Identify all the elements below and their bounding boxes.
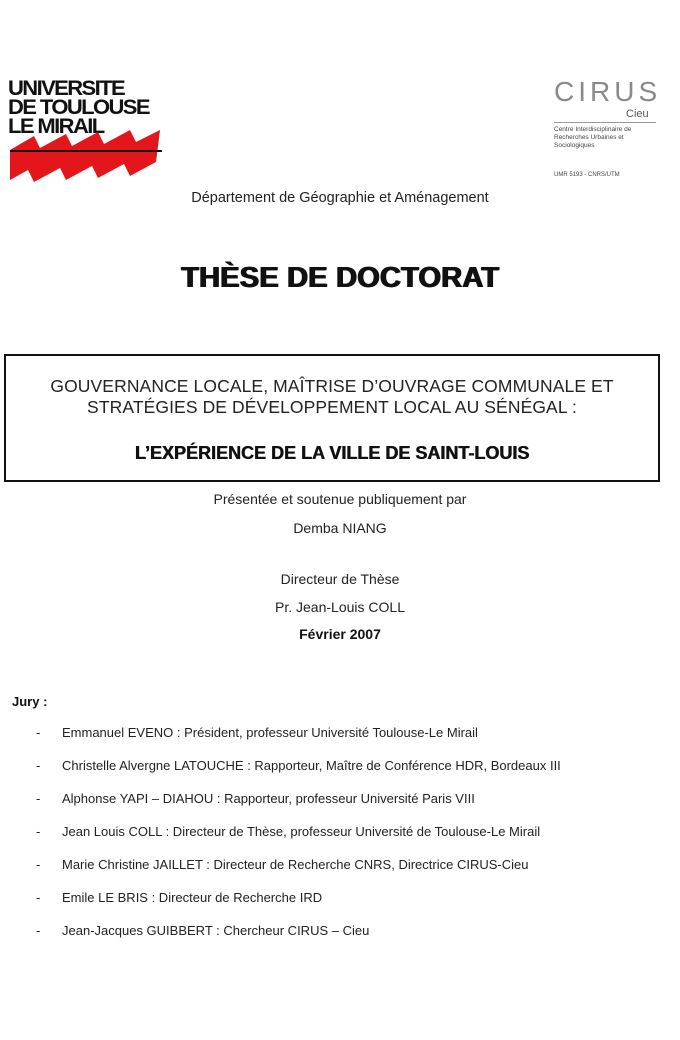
cirus-logo-umr: UMR 5193 - CNRS/UTM xyxy=(554,172,620,178)
list-dash: - xyxy=(36,857,41,872)
jury-list xyxy=(36,725,656,956)
jury-member: Emmanuel EVENO : Président, professeur Université Toulouse-Le Mirail xyxy=(62,725,478,740)
director-label: Directeur de Thèse xyxy=(280,571,400,587)
thesis-title-line-1: GOUVERNANCE LOCALE, MAÎTRISE D’OUVRAGE COMMUNALE ET xyxy=(50,376,614,396)
list-item xyxy=(36,857,656,890)
department: Département de Géographie et Aménagement xyxy=(191,190,489,206)
thesis-title xyxy=(6,376,658,418)
thesis-title-line-2: STRATÉGIES DE DÉVELOPPEMENT LOCAL AU SÉNÉGAL : xyxy=(87,397,577,417)
list-dash: - xyxy=(36,758,41,773)
list-item xyxy=(36,758,656,791)
list-dash: - xyxy=(36,791,41,806)
thesis-subtitle: L’EXPÉRIENCE DE LA VILLE DE SAINT-LOUIS xyxy=(134,443,530,463)
cirus-logo-description: Centre Interdisciplinaire de Recherches Urbaines et Sociologiques xyxy=(554,126,632,149)
university-logo-line-2: DE TOULOUSE xyxy=(8,95,149,119)
jury-label: Jury : xyxy=(12,694,48,709)
defense-date: Février 2007 xyxy=(299,626,381,642)
cirus-logo-rule xyxy=(554,122,656,123)
list-dash: - xyxy=(36,890,41,905)
jury-member: Alphonse YAPI – DIAHOU : Rapporteur, professeur Université Paris VIII xyxy=(62,791,475,806)
university-logo-line-1: UNIVERSITE xyxy=(8,76,125,100)
university-logo-rule xyxy=(10,150,162,152)
author-name: Demba NIANG xyxy=(293,520,387,536)
cirus-logo-sub: Cieu xyxy=(626,108,649,120)
jury-member: Jean-Jacques GUIBBERT : Chercheur CIRUS – Cieu xyxy=(62,923,370,938)
university-logo xyxy=(8,72,168,197)
presented-by-label: Présentée et soutenue publiquement par xyxy=(213,491,467,507)
jury-member: Christelle Alvergne LATOUCHE : Rapporteur, Maître de Conférence HDR, Bordeaux III xyxy=(62,758,561,773)
list-item xyxy=(36,791,656,824)
list-item xyxy=(36,824,656,857)
jury-member: Emile LE BRIS : Directeur de Recherche IRD xyxy=(62,890,323,905)
list-dash: - xyxy=(36,923,41,938)
list-dash: - xyxy=(36,824,41,839)
cirus-logo xyxy=(548,76,668,186)
university-logo-line-3: LE MIRAIL xyxy=(8,114,104,138)
list-item xyxy=(36,923,656,956)
jury-member: Jean Louis COLL : Directeur de Thèse, professeur Université de Toulouse-Le Mirail xyxy=(62,824,541,839)
cirus-logo-name: CIRUS xyxy=(554,76,662,107)
thesis-type-heading: THÈSE DE DOCTORAT xyxy=(180,262,500,294)
jury-member: Marie Christine JAILLET : Directeur de Recherche CNRS, Directrice CIRUS-Cieu xyxy=(62,857,529,872)
thesis-title-box xyxy=(4,354,660,482)
university-logo-zigzag-icon xyxy=(8,114,168,193)
list-item xyxy=(36,725,656,758)
director-name: Pr. Jean-Louis COLL xyxy=(275,599,405,615)
list-dash: - xyxy=(36,725,41,740)
list-item xyxy=(36,890,656,923)
